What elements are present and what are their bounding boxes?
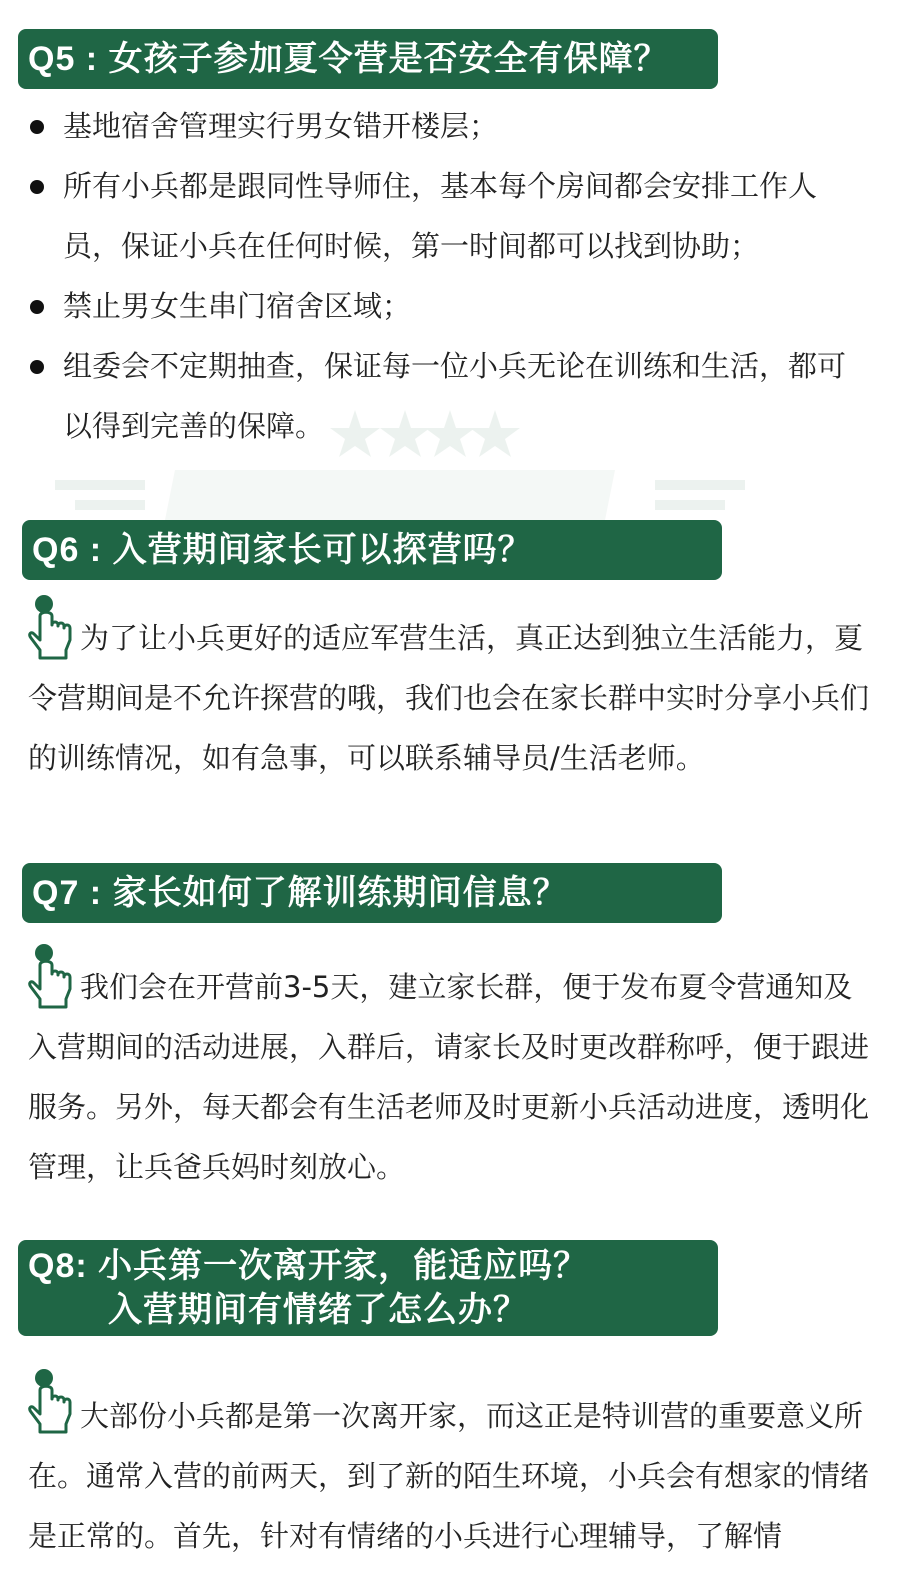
q5-title: 女孩子参加夏令营是否安全有保障？ (108, 39, 669, 79)
q8-answer: 大部份小兵都是第一次离开家，而这正是特训营的重要意义所在。通常入营的前两天，到了新的陌生环境，小兵会有想家的情绪是正常的。首先，针对有情绪的小兵进行心理辅导，了解情 (28, 1399, 870, 1553)
q8-title-line2: 入营期间有情绪了怎么办？ (108, 1290, 528, 1330)
list-item (28, 276, 858, 336)
list-item-text: 所有小兵都是跟同性导师住，基本每个房间都会安排工作人员，保证小兵在任何时候，第一时间都可以找到协助； (63, 169, 818, 263)
q7-heading (22, 863, 722, 923)
list-item (28, 156, 858, 276)
list-item-text: 禁止男女生串门宿舍区域； (63, 289, 412, 323)
q5-number: Q5 : (28, 40, 109, 78)
q6-title: 入营期间家长可以探营吗？ (112, 530, 533, 570)
q5-bullet-list (28, 96, 858, 456)
bullet-dot-icon (30, 120, 44, 134)
q6-heading (22, 520, 722, 580)
bullet-dot-icon (30, 360, 44, 374)
list-item-text: 组委会不定期抽查，保证每一位小兵无论在训练和生活，都可以得到完善的保障。 (63, 349, 847, 443)
q7-number: Q7 : (32, 874, 113, 912)
list-item-text: 基地宿舍管理实行男女错开楼层； (63, 109, 499, 143)
q8-heading (18, 1240, 718, 1336)
list-item (28, 96, 858, 156)
q5-heading (18, 29, 718, 89)
q7-title: 家长如何了解训练期间信息？ (112, 873, 568, 913)
q8-number: Q8: (28, 1247, 99, 1285)
bullet-dot-icon (30, 300, 44, 314)
q6-number: Q6 : (32, 531, 113, 569)
bullet-dot-icon (30, 180, 44, 194)
list-item (28, 336, 858, 456)
q6-answer: 为了让小兵更好的适应军营生活，真正达到独立生活能力，夏令营期间是不允许探营的哦，我们也会在家长群中实时分享小兵们的训练情况，如有急事，可以联系辅导员/生活老师。 (28, 621, 870, 775)
q8-title-line1: 小兵第一次离开家，能适应吗？ (98, 1246, 589, 1286)
q7-answer: 我们会在开营前3-5天，建立家长群，便于发布夏令营通知及入营期间的活动进展，入群后，请家长及时更改群称呼，便于跟进服务。另外，每天都会有生活老师及时更新小兵活动进度，透明化管理，让兵爸兵妈时刻放心。 (28, 970, 870, 1184)
